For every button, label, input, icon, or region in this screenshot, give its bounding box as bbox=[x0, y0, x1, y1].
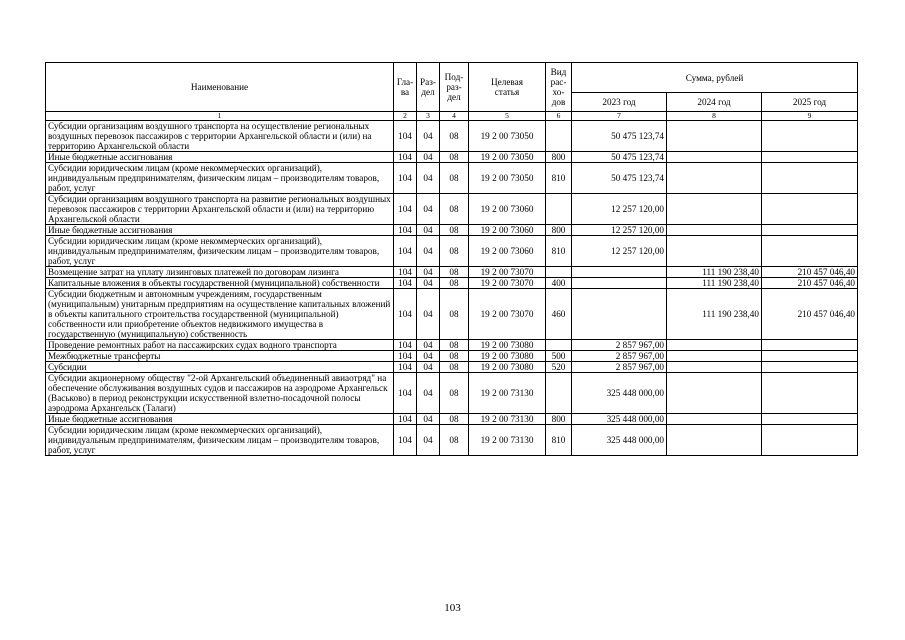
column-number: 4 bbox=[440, 112, 469, 121]
row-amount-2025 bbox=[762, 152, 858, 163]
table-row bbox=[46, 373, 858, 414]
row-target: 19 2 00 73070 bbox=[469, 267, 546, 278]
row-amount-2023: 50 475 123,74 bbox=[572, 152, 667, 163]
row-amount-2023: 325 448 000,00 bbox=[572, 425, 667, 456]
header-year-2025: 2025 год bbox=[762, 93, 858, 112]
table-row bbox=[46, 267, 858, 278]
table-row bbox=[46, 152, 858, 163]
row-expense-type: 810 bbox=[546, 236, 572, 267]
row-name: Субсидии организациям воздушного транспорта на развитие региональных воздушных перевозок пассажиров с территории Архангельской области и (или) на территорию Архангельской области bbox=[46, 194, 394, 225]
row-amount-2024 bbox=[667, 152, 762, 163]
row-subsection: 08 bbox=[440, 194, 469, 225]
header-target: Целевая статья bbox=[469, 63, 546, 112]
row-name: Возмещение затрат на уплату лизинговых платежей по договорам лизинга bbox=[46, 267, 394, 278]
row-name: Субсидии акционерному обществу "2-ой Архангельский объединенный авиаотряд" на обеспечение обслуживания воздушных судов и пассажиров на аэродроме Архангельск (Васьково) в период реконструкции искусственной взлетно-посадочной полосы аэродрома Архангельск (Талаги) bbox=[46, 373, 394, 414]
row-section: 04 bbox=[417, 414, 440, 425]
row-chapter: 104 bbox=[394, 362, 417, 373]
row-target: 19 2 00 73080 bbox=[469, 351, 546, 362]
column-number-row bbox=[46, 112, 858, 121]
row-amount-2023: 2 857 967,00 bbox=[572, 340, 667, 351]
row-subsection: 08 bbox=[440, 351, 469, 362]
row-expense-type: 810 bbox=[546, 425, 572, 456]
row-section: 04 bbox=[417, 340, 440, 351]
row-chapter: 104 bbox=[394, 278, 417, 289]
row-amount-2025 bbox=[762, 362, 858, 373]
table-row bbox=[46, 362, 858, 373]
row-chapter: 104 bbox=[394, 236, 417, 267]
row-chapter: 104 bbox=[394, 351, 417, 362]
row-amount-2024 bbox=[667, 362, 762, 373]
row-expense-type: 800 bbox=[546, 225, 572, 236]
table-row bbox=[46, 163, 858, 194]
row-section: 04 bbox=[417, 289, 440, 340]
row-expense-type bbox=[546, 194, 572, 225]
row-subsection: 08 bbox=[440, 278, 469, 289]
table-row bbox=[46, 414, 858, 425]
row-chapter: 104 bbox=[394, 225, 417, 236]
header-name: Наименование bbox=[46, 63, 394, 112]
table-row bbox=[46, 236, 858, 267]
table-row bbox=[46, 425, 858, 456]
row-target: 19 2 00 73060 bbox=[469, 194, 546, 225]
row-target: 19 2 00 73050 bbox=[469, 152, 546, 163]
row-amount-2025 bbox=[762, 373, 858, 414]
row-target: 19 2 00 73130 bbox=[469, 425, 546, 456]
row-expense-type: 520 bbox=[546, 362, 572, 373]
table-row bbox=[46, 278, 858, 289]
row-expense-type: 810 bbox=[546, 163, 572, 194]
row-name: Капитальные вложения в объекты государственной (муниципальной) собственности bbox=[46, 278, 394, 289]
row-amount-2025 bbox=[762, 340, 858, 351]
row-target: 19 2 00 73070 bbox=[469, 289, 546, 340]
row-amount-2024 bbox=[667, 425, 762, 456]
row-amount-2024: 111 190 238,40 bbox=[667, 267, 762, 278]
row-name: Субсидии юридическим лицам (кроме некоммерческих организаций), индивидуальным предпринимателям, физическим лицам – производителям товаров, работ, услуг bbox=[46, 425, 394, 456]
row-subsection: 08 bbox=[440, 121, 469, 152]
page-number: 103 bbox=[444, 602, 461, 614]
row-amount-2024 bbox=[667, 194, 762, 225]
row-amount-2025 bbox=[762, 163, 858, 194]
row-target: 19 2 00 73060 bbox=[469, 225, 546, 236]
row-chapter: 104 bbox=[394, 340, 417, 351]
row-amount-2024 bbox=[667, 121, 762, 152]
header-year-2023: 2023 год bbox=[572, 93, 667, 112]
row-expense-type: 400 bbox=[546, 278, 572, 289]
header-subsection: Под- раз- дел bbox=[440, 63, 469, 112]
row-chapter: 104 bbox=[394, 121, 417, 152]
table-row bbox=[46, 121, 858, 152]
row-amount-2024: 111 190 238,40 bbox=[667, 289, 762, 340]
row-chapter: 104 bbox=[394, 152, 417, 163]
row-expense-type bbox=[546, 340, 572, 351]
row-expense-type: 460 bbox=[546, 289, 572, 340]
column-number: 7 bbox=[572, 112, 667, 121]
row-chapter: 104 bbox=[394, 163, 417, 194]
row-name: Субсидии юридическим лицам (кроме некоммерческих организаций), индивидуальным предпринимателям, физическим лицам – производителям товаров, работ, услуг bbox=[46, 163, 394, 194]
row-amount-2023: 12 257 120,00 bbox=[572, 225, 667, 236]
row-subsection: 08 bbox=[440, 373, 469, 414]
row-section: 04 bbox=[417, 163, 440, 194]
row-amount-2025: 210 457 046,40 bbox=[762, 289, 858, 340]
row-target: 19 2 00 73060 bbox=[469, 236, 546, 267]
row-amount-2024 bbox=[667, 225, 762, 236]
row-target: 19 2 00 73070 bbox=[469, 278, 546, 289]
row-subsection: 08 bbox=[440, 414, 469, 425]
row-subsection: 08 bbox=[440, 289, 469, 340]
column-number: 8 bbox=[667, 112, 762, 121]
row-expense-type: 500 bbox=[546, 351, 572, 362]
row-amount-2024 bbox=[667, 414, 762, 425]
header-expense-type: Вид рас- хо- дов bbox=[546, 63, 572, 112]
row-amount-2025 bbox=[762, 351, 858, 362]
row-name: Иные бюджетные ассигнования bbox=[46, 152, 394, 163]
header-amount: Сумма, рублей bbox=[572, 63, 858, 93]
row-amount-2025: 210 457 046,40 bbox=[762, 278, 858, 289]
row-name: Субсидии организациям воздушного транспорта на осуществление региональных воздушных перевозок пассажиров с территории Архангельской области и (или) на территорию Архангельской области bbox=[46, 121, 394, 152]
row-amount-2024 bbox=[667, 236, 762, 267]
row-amount-2025 bbox=[762, 194, 858, 225]
row-subsection: 08 bbox=[440, 152, 469, 163]
row-subsection: 08 bbox=[440, 225, 469, 236]
row-expense-type: 800 bbox=[546, 152, 572, 163]
row-amount-2023: 50 475 123,74 bbox=[572, 163, 667, 194]
row-target: 19 2 00 73080 bbox=[469, 362, 546, 373]
table-row bbox=[46, 351, 858, 362]
row-amount-2023: 50 475 123,74 bbox=[572, 121, 667, 152]
table-row bbox=[46, 225, 858, 236]
header-year-2024: 2024 год bbox=[667, 93, 762, 112]
row-target: 19 2 00 73130 bbox=[469, 414, 546, 425]
row-section: 04 bbox=[417, 351, 440, 362]
row-amount-2024: 111 190 238,40 bbox=[667, 278, 762, 289]
row-amount-2024 bbox=[667, 340, 762, 351]
row-amount-2023 bbox=[572, 278, 667, 289]
row-chapter: 104 bbox=[394, 414, 417, 425]
row-subsection: 08 bbox=[440, 267, 469, 278]
budget-table bbox=[45, 62, 858, 456]
row-amount-2023: 12 257 120,00 bbox=[572, 236, 667, 267]
row-name: Межбюджетные трансферты bbox=[46, 351, 394, 362]
row-amount-2023: 325 448 000,00 bbox=[572, 414, 667, 425]
row-expense-type bbox=[546, 121, 572, 152]
row-subsection: 08 bbox=[440, 362, 469, 373]
row-amount-2025 bbox=[762, 225, 858, 236]
row-section: 04 bbox=[417, 194, 440, 225]
row-chapter: 104 bbox=[394, 425, 417, 456]
row-amount-2023 bbox=[572, 289, 667, 340]
row-target: 19 2 00 73050 bbox=[469, 163, 546, 194]
row-name: Иные бюджетные ассигнования bbox=[46, 225, 394, 236]
row-section: 04 bbox=[417, 236, 440, 267]
row-amount-2023: 12 257 120,00 bbox=[572, 194, 667, 225]
column-number: 5 bbox=[469, 112, 546, 121]
row-expense-type bbox=[546, 373, 572, 414]
row-name: Субсидии bbox=[46, 362, 394, 373]
row-section: 04 bbox=[417, 121, 440, 152]
row-section: 04 bbox=[417, 152, 440, 163]
row-name: Проведение ремонтных работ на пассажирских судах водного транспорта bbox=[46, 340, 394, 351]
row-name: Субсидии бюджетным и автономным учреждениям, государственным (муниципальным) унитарным предприятиям на осуществление капитальных вложений в объекты капитального строительства государственной (муниципальной) собственности или приобретение объектов недвижимого имущества в государственную (муниципальную) собственность bbox=[46, 289, 394, 340]
row-chapter: 104 bbox=[394, 267, 417, 278]
row-expense-type: 800 bbox=[546, 414, 572, 425]
row-amount-2023 bbox=[572, 267, 667, 278]
row-amount-2023: 2 857 967,00 bbox=[572, 351, 667, 362]
row-section: 04 bbox=[417, 362, 440, 373]
row-amount-2024 bbox=[667, 373, 762, 414]
row-section: 04 bbox=[417, 373, 440, 414]
row-amount-2025 bbox=[762, 236, 858, 267]
row-subsection: 08 bbox=[440, 340, 469, 351]
row-chapter: 104 bbox=[394, 373, 417, 414]
row-subsection: 08 bbox=[440, 425, 469, 456]
row-amount-2025: 210 457 046,40 bbox=[762, 267, 858, 278]
row-amount-2023: 325 448 000,00 bbox=[572, 373, 667, 414]
header-section: Раз- дел bbox=[417, 63, 440, 112]
row-name: Субсидии юридическим лицам (кроме некоммерческих организаций), индивидуальным предпринимателям, физическим лицам – производителям товаров, работ, услуг bbox=[46, 236, 394, 267]
column-number: 9 bbox=[762, 112, 858, 121]
row-subsection: 08 bbox=[440, 163, 469, 194]
row-expense-type bbox=[546, 267, 572, 278]
column-number: 6 bbox=[546, 112, 572, 121]
row-section: 04 bbox=[417, 267, 440, 278]
row-section: 04 bbox=[417, 278, 440, 289]
row-section: 04 bbox=[417, 425, 440, 456]
row-subsection: 08 bbox=[440, 236, 469, 267]
table-row bbox=[46, 194, 858, 225]
row-amount-2024 bbox=[667, 163, 762, 194]
column-number: 1 bbox=[46, 112, 394, 121]
row-amount-2024 bbox=[667, 351, 762, 362]
header-chapter: Гла- ва bbox=[394, 63, 417, 112]
row-target: 19 2 00 73050 bbox=[469, 121, 546, 152]
column-number: 3 bbox=[417, 112, 440, 121]
row-target: 19 2 00 73130 bbox=[469, 373, 546, 414]
row-amount-2025 bbox=[762, 425, 858, 456]
row-chapter: 104 bbox=[394, 289, 417, 340]
column-number: 2 bbox=[394, 112, 417, 121]
row-amount-2025 bbox=[762, 121, 858, 152]
row-name: Иные бюджетные ассигнования bbox=[46, 414, 394, 425]
table-row bbox=[46, 289, 858, 340]
row-target: 19 2 00 73080 bbox=[469, 340, 546, 351]
table-row bbox=[46, 340, 858, 351]
row-amount-2023: 2 857 967,00 bbox=[572, 362, 667, 373]
row-amount-2025 bbox=[762, 414, 858, 425]
row-chapter: 104 bbox=[394, 194, 417, 225]
row-section: 04 bbox=[417, 225, 440, 236]
